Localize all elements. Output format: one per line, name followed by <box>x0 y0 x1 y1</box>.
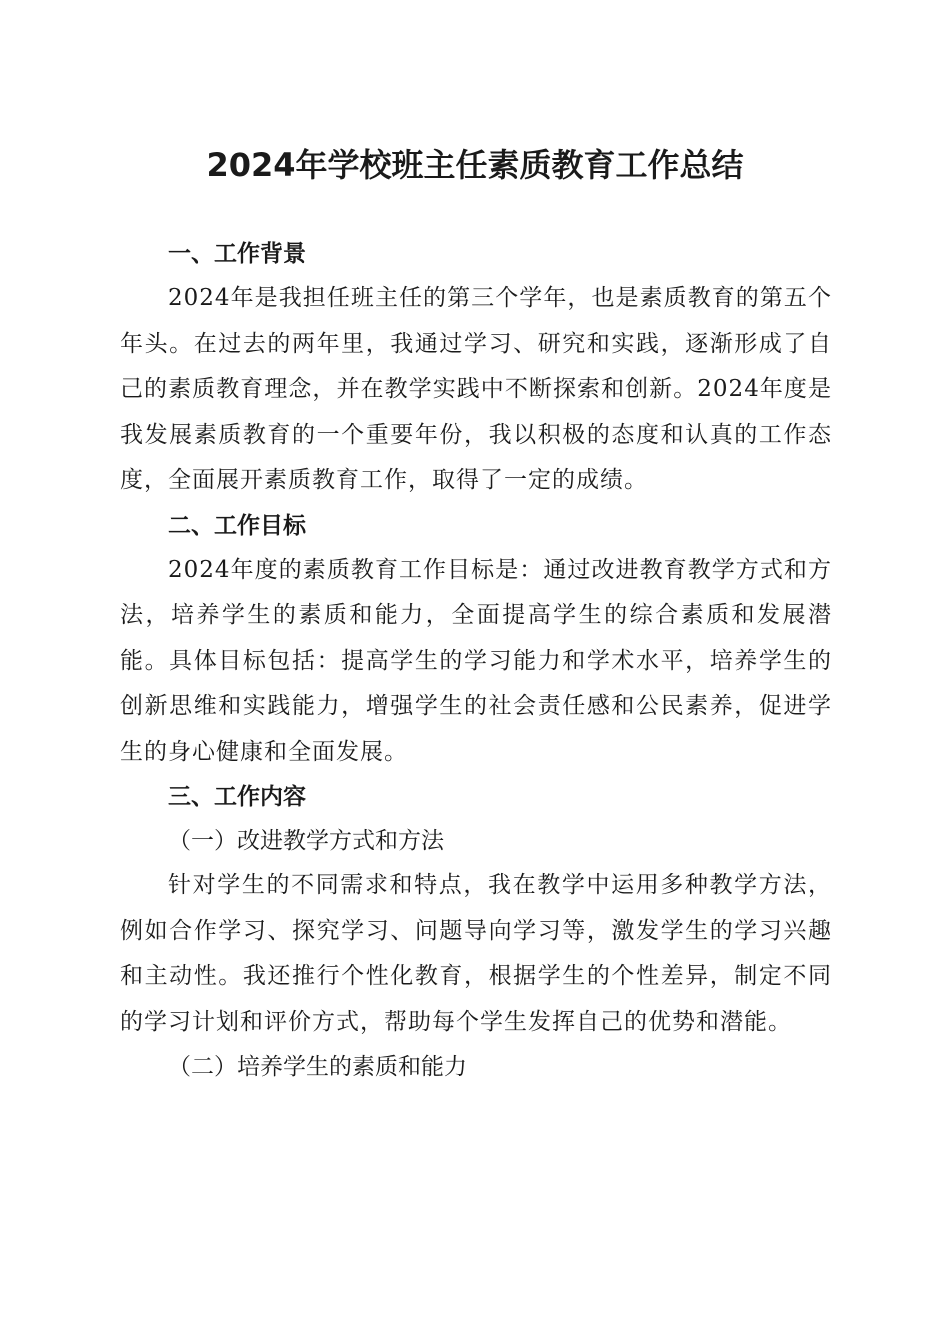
section-paragraph-goals: 2024年度的素质教育工作目标是：通过改进教育教学方式和方法，培养学生的素质和能力，全面提高学生的综合素质和发展潜能。具体目标包括：提高学生的学习能力和学术水平，培养学生的创新思维和实践能力，增强学生的社会责任感和公民素养，促进学生的身心健康和全面发展。 <box>120 556 832 765</box>
subsection-heading-teaching-methods: （一）改进教学方式和方法 <box>168 828 444 854</box>
document-body <box>120 232 832 1089</box>
section-heading-content: 三、工作内容 <box>168 784 306 810</box>
subsection-heading-student-quality: （二）培养学生的素质和能力 <box>168 1054 467 1080</box>
section-heading-goals: 二、工作目标 <box>168 512 306 539</box>
subsection-paragraph-teaching-methods: 针对学生的不同需求和特点，我在教学中运用多种教学方法，例如合作学习、探究学习、问题导向学习等，激发学生的学习兴趣和主动性。我还推行个性化教育，根据学生的个性差异，制定不同的学习计划和评价方式，帮助每个学生发挥自己的优势和潜能。 <box>120 872 832 1035</box>
section-paragraph-background: 2024年是我担任班主任的第三个学年，也是素质教育的第五个年头。在过去的两年里，我通过学习、研究和实践，逐渐形成了自己的素质教育理念，并在教学实践中不断探索和创新。2024年度是我发展素质教育的一个重要年份，我以积极的态度和认真的工作态度，全面展开素质教育工作，取得了一定的成绩。 <box>120 285 832 493</box>
section-heading-background: 一、工作背景 <box>168 241 306 267</box>
document-title: 2024年学校班主任素质教育工作总结 <box>206 146 744 184</box>
